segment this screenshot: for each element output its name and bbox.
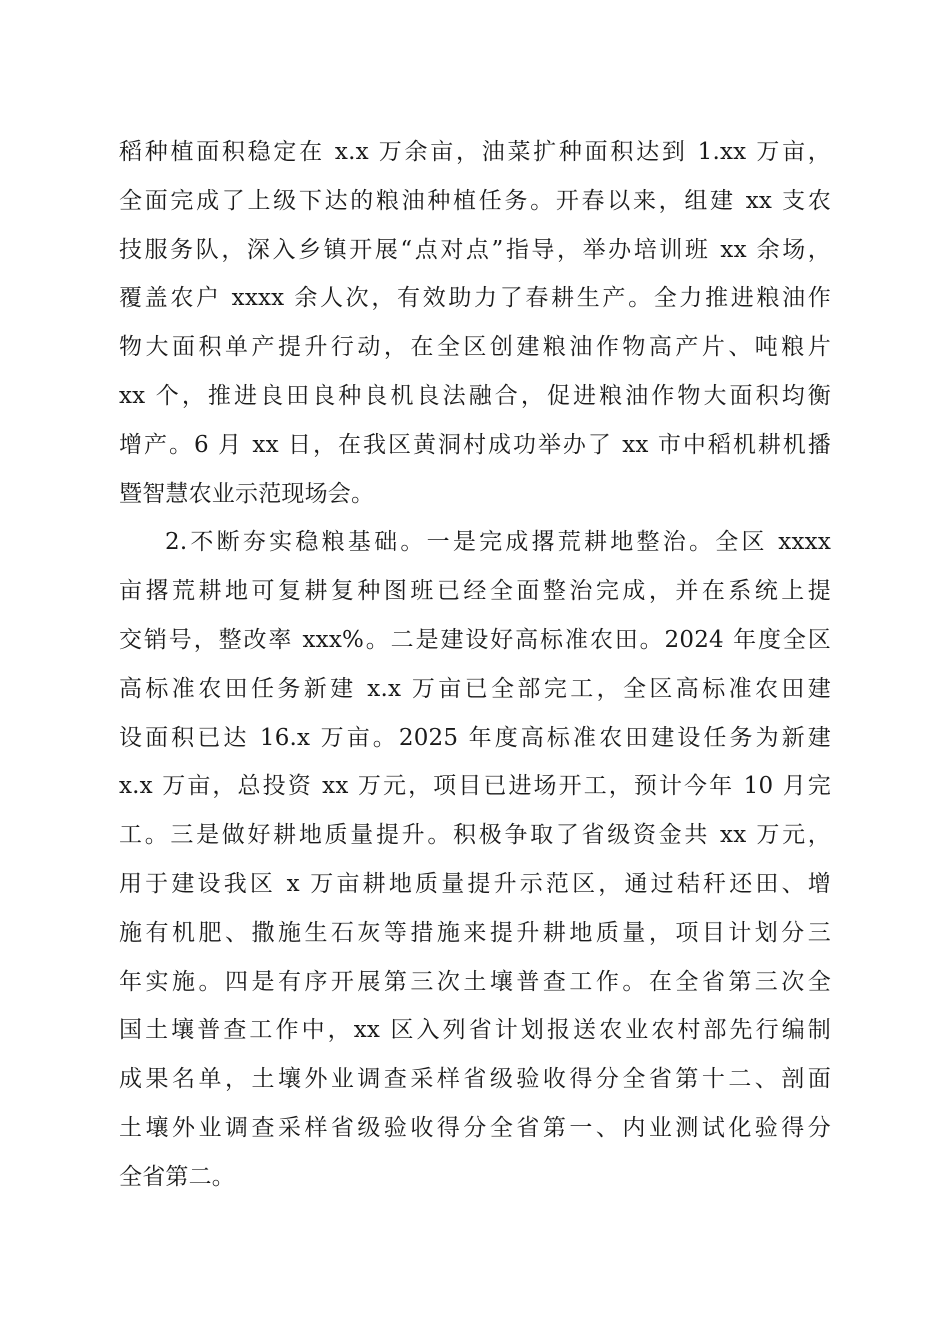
paragraph-line: xx 个，推进良田良种良机良法融合，促进粮油作物大面积均衡 (119, 382, 831, 409)
paragraph-line: 暨智慧农业示范现场会。 (119, 480, 375, 507)
paragraph-line: 稻种植面积稳定在 x.x 万余亩，油菜扩种面积达到 1.xx 万亩， (119, 139, 831, 165)
paragraph-line: 工。三是做好耕地质量提升。积极争取了省级资金共 xx 万元， (119, 822, 831, 849)
paragraph-line: 2.不断夯实稳粮基础。一是完成撂荒耕地整治。全区 xxxx (165, 529, 831, 556)
paragraph-2 (119, 518, 831, 1201)
paragraph-1 (119, 128, 831, 518)
paragraph-line: 设面积已达 16.x 万亩。2025 年度高标准农田建设任务为新建 (119, 724, 831, 751)
paragraph-line: 亩撂荒耕地可复耕复种图班已经全面整治完成，并在系统上提 (119, 578, 831, 605)
paragraph-line: 技服务队，深入乡镇开展“点对点”指导，举办培训班 xx 余场， (119, 236, 831, 263)
paragraph-line: 施有机肥、撒施生石灰等措施来提升耕地质量，项目计划分三 (119, 919, 831, 946)
paragraph-line: 物大面积单产提升行动，在全区创建粮油作物高产片、吨粮片 (119, 334, 831, 361)
paragraph-line: 国土壤普查工作中，xx 区入列省计划报送农业农村部先行编制 (119, 1017, 831, 1044)
paragraph-line: 覆盖农户 xxxx 余人次，有效助力了春耕生产。全力推进粮油作 (119, 285, 831, 312)
paragraph-line: 全面完成了上级下达的粮油种植任务。开春以来，组建 xx 支农 (119, 187, 831, 214)
paragraph-line: 交销号，整改率 xxx%。二是建设好高标准农田。2024 年度全区 (119, 626, 831, 653)
paragraph-line: 高标准农田任务新建 x.x 万亩已全部完工，全区高标准农田建 (119, 675, 831, 702)
paragraph-line: 全省第二。 (119, 1163, 235, 1190)
paragraph-line: 年实施。四是有序开展第三次土壤普查工作。在全省第三次全 (119, 968, 831, 995)
paragraph-line: x.x 万亩，总投资 xx 万元，项目已进场开工，预计今年 10 月完 (119, 773, 831, 800)
body-text (119, 128, 831, 1202)
paragraph-line: 成果名单，土壤外业调查采样省级验收得分全省第十二、剖面 (119, 1066, 831, 1093)
paragraph-line: 用于建设我区 x 万亩耕地质量提升示范区，通过秸秆还田、增 (119, 870, 831, 897)
paragraph-line: 增产。6 月 xx 日，在我区黄洞村成功举办了 xx 市中稻机耕机播 (119, 431, 831, 458)
paragraph-line: 土壤外业调查采样省级验收得分全省第一、内业测试化验得分 (119, 1114, 831, 1141)
